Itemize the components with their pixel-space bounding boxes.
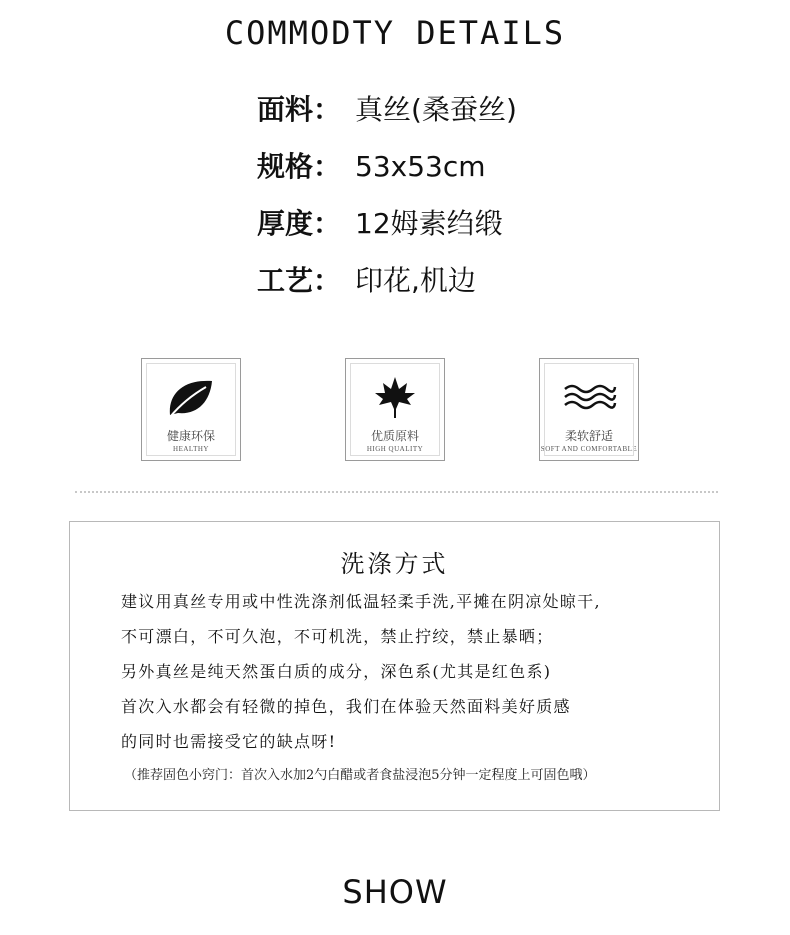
spec-label: 厚度： [257,207,342,240]
spec-value: 真丝 [355,93,412,126]
spec-row-material [257,86,517,143]
feature-subtitle: HEALTHY [173,445,209,453]
washing-instructions-box [69,521,720,811]
wave-icon [540,375,638,419]
washing-line: 另外真丝是纯天然蛋白质的成分，深色系(尤其是红色系) [121,662,552,681]
spec-list [257,86,517,314]
washing-line: 首次入水都会有轻微的掉色，我们在体验天然面料美好质感 [121,697,571,716]
spec-label: 工艺： [257,264,342,297]
feature-title: 健康环保 [166,429,215,443]
dotted-divider [75,491,718,493]
page-title: COMMODTY DETAILS [224,14,566,52]
washing-text [121,588,711,763]
leaf-icon [142,375,240,419]
washing-tip: （推荐固色小窍门：首次入水加2勺白醋或者食盐浸泡5分钟一定程度上可固色哦） [124,768,596,783]
feature-soft [539,358,639,461]
feature-healthy [141,358,241,461]
feature-title: 优质原料 [370,429,419,443]
feature-subtitle: SOFT AND COMFORTABLE [540,445,638,453]
spec-label: 面料： [257,93,342,126]
spec-value: 印花,机边 [355,264,476,297]
show-heading: SHOW [342,873,448,911]
spec-row-craft [257,257,517,314]
feature-quality [345,358,445,461]
washing-line: 不可漂白，不可久泡，不可机洗，禁止拧绞，禁止暴晒； [121,627,554,646]
spec-label: 规格： [257,150,342,183]
washing-line: 建议用真丝专用或中性洗涤剂低温轻柔手洗,平摊在阴凉处晾干, [121,592,601,611]
spec-value: 53x53cm [355,150,486,183]
washing-title: 洗涤方式 [340,550,449,578]
feature-subtitle: HIGH QUALITY [366,445,424,453]
spec-value-extra: (桑蚕丝) [411,93,517,126]
spec-value: 12姆素绉缎 [355,207,503,240]
feature-title: 柔软舒适 [564,429,613,443]
spec-row-size [257,143,517,200]
washing-line: 的同时也需接受它的缺点呀! [121,732,337,751]
spec-row-thickness [257,200,517,257]
maple-leaf-icon [346,375,444,419]
